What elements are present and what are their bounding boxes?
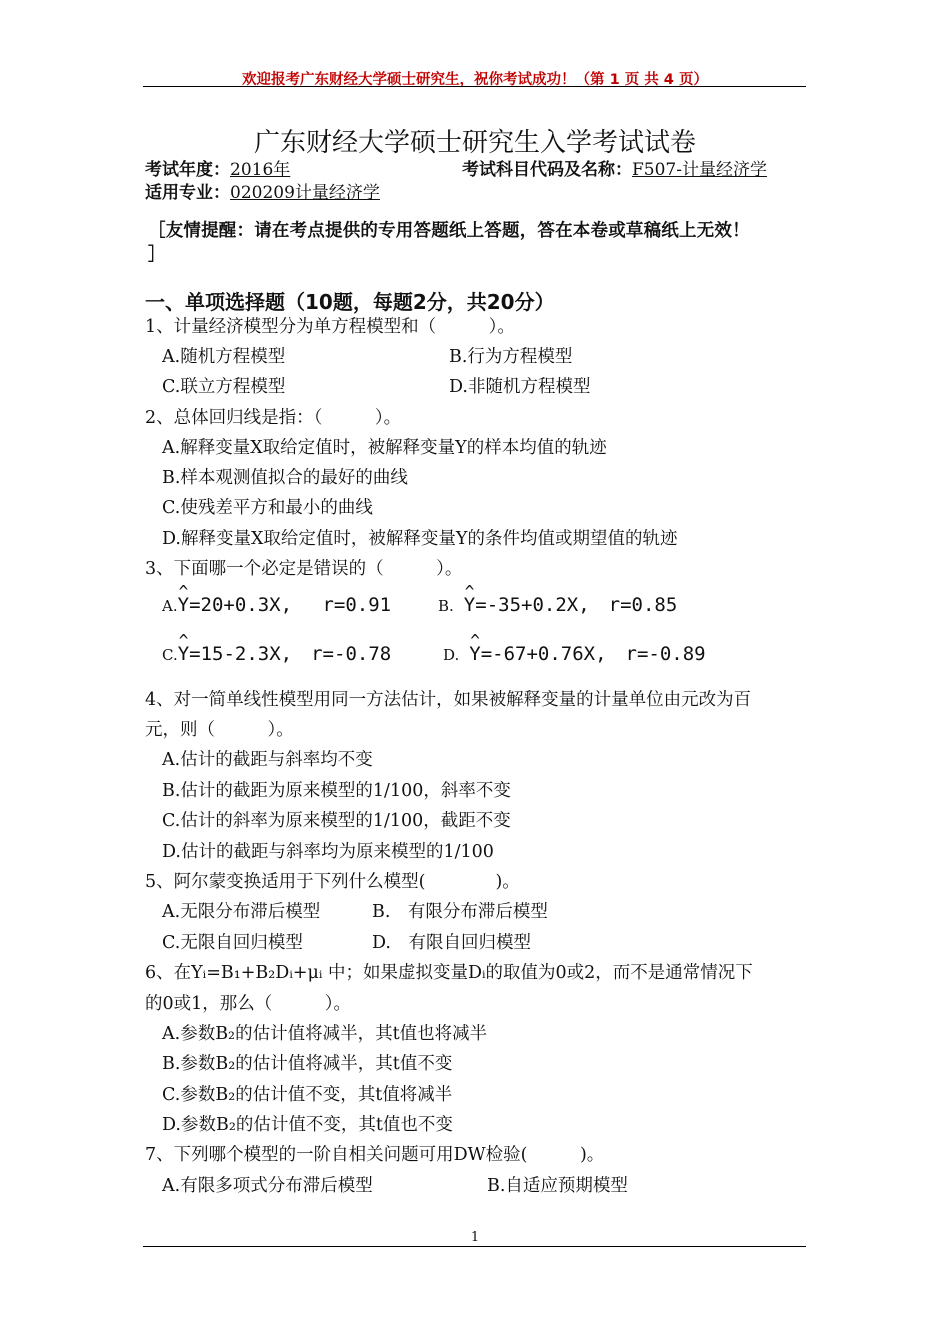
q3-option-a (162, 590, 391, 617)
q1-option-d: D.非随机方程模型 (449, 377, 591, 397)
q7-stem: 7、下列哪个模型的一阶自相关问题可用DW检验( )。 (145, 1145, 605, 1165)
exam-subject (462, 155, 767, 180)
q3-option-b-yhat: ^ Y (464, 594, 475, 616)
q3-stem: 3、下面哪一个必定是错误的（ ）。 (145, 559, 463, 579)
q1-stem: 1、计量经济模型分为单方程模型和（ ）。 (145, 317, 515, 337)
q4-option-c: C.估计的斜率为原来模型的1/100，截距不变 (162, 811, 511, 831)
q1-option-b: B.行为方程模型 (449, 347, 573, 367)
section-title: 一、单项选择题（10题，每题2分，共20分） (145, 290, 555, 314)
q5-option-a: A.无限分布滞后模型 (162, 902, 321, 922)
q7-option-a: A.有限多项式分布滞后模型 (162, 1176, 373, 1196)
q3-option-a-label: A. (162, 597, 178, 615)
q3-option-a-formula: =20+0.3X, r=0.91 (189, 594, 392, 616)
q1-option-c: C.联立方程模型 (162, 377, 286, 397)
q3-option-c-yhat: ^ Y (178, 643, 189, 665)
exam-major-label: 适用专业： (145, 183, 230, 203)
page-title: 广东财经大学硕士研究生入学考试试卷 (253, 128, 696, 158)
q6-option-c: C.参数B₂的估计值不变，其t值将减半 (162, 1085, 453, 1105)
q3-option-d-formula: =-67+0.76X, r=-0.89 (480, 643, 706, 665)
q3-option-c (162, 639, 391, 666)
q4-stem-line2: 元，则（ ）。 (145, 720, 294, 740)
q2-option-c: C.使残差平方和最小的曲线 (162, 498, 373, 518)
q5-option-c: C.无限自回归模型 (162, 933, 303, 953)
exam-subject-label: 考试科目代码及名称： (462, 160, 632, 180)
q3-option-c-formula: =15-2.3X, r=-0.78 (189, 643, 392, 665)
header-note: 欢迎报考广东财经大学硕士研究生，祝你考试成功！（第 1 页 共 4 页） (242, 72, 708, 88)
q1-option-a: A.随机方程模型 (162, 347, 286, 367)
q7-option-b: B.自适应预期模型 (487, 1176, 628, 1196)
q3-option-b (438, 590, 677, 617)
q4-option-d: D.估计的截距与斜率均为原来模型的1/100 (162, 842, 494, 862)
q3-option-b-formula: =-35+0.2X, r=0.85 (475, 594, 678, 616)
q6-option-a: A.参数B₂的估计值将减半，其t值也将减半 (162, 1024, 488, 1044)
q6-stem-line1: 6、在Yᵢ=B₁+B₂Dᵢ+μᵢ 中；如果虚拟变量Dᵢ的取值为0或2，而不是通常情况下 (145, 963, 753, 983)
exam-major-value: 020209计量经济学 (230, 183, 380, 203)
exam-year (145, 155, 290, 180)
q5-option-d: D. 有限自回归模型 (372, 933, 531, 953)
footer-divider (143, 1246, 806, 1247)
q4-option-a: A.估计的截距与斜率均不变 (162, 750, 373, 770)
q2-stem: 2、总体回归线是指：（ ）。 (145, 408, 402, 428)
q6-option-d: D.参数B₂的估计值不变，其t值也不变 (162, 1115, 453, 1135)
q5-option-b: B. 有限分布滞后模型 (372, 902, 548, 922)
exam-major (145, 178, 380, 203)
exam-subject-value: F507-计量经济学 (632, 160, 767, 180)
q3-option-d-label: D. (443, 646, 460, 664)
q3-option-b-label: B. (438, 597, 454, 615)
q2-option-a: A.解释变量X取给定值时，被解释变量Y的样本均值的轨迹 (162, 438, 607, 458)
notice-line1: ［友情提醒：请在考点提供的专用答题纸上答题，答在本卷或草稿纸上无效！ (148, 221, 750, 241)
header-divider (143, 86, 806, 87)
notice (148, 219, 808, 267)
q4-option-b: B.估计的截距为原来模型的1/100，斜率不变 (162, 781, 511, 801)
q3-option-a-yhat: ^ Y (178, 594, 189, 616)
page-number: 1 (470, 1230, 480, 1245)
q5-stem: 5、阿尔蒙变换适用于下列什么模型( )。 (145, 872, 520, 892)
exam-year-value: 2016年 (230, 160, 291, 180)
q3-option-d-yhat: ^ Y (469, 643, 480, 665)
q6-option-b: B.参数B₂的估计值将减半，其t值不变 (162, 1054, 453, 1074)
notice-line2: ］ (148, 245, 166, 265)
q2-option-d: D.解释变量X取给定值时，被解释变量Y的条件均值或期望值的轨迹 (162, 529, 678, 549)
q3-option-c-label: C. (162, 646, 178, 664)
q4-stem-line1: 4、对一简单线性模型用同一方法估计，如果被解释变量的计量单位由元改为百 (145, 690, 752, 710)
q2-option-b: B.样本观测值拟合的最好的曲线 (162, 468, 408, 488)
q3-option-d (443, 639, 706, 666)
exam-year-label: 考试年度： (145, 160, 230, 180)
q6-stem-line2: 的0或1，那么（ ）。 (145, 994, 352, 1014)
